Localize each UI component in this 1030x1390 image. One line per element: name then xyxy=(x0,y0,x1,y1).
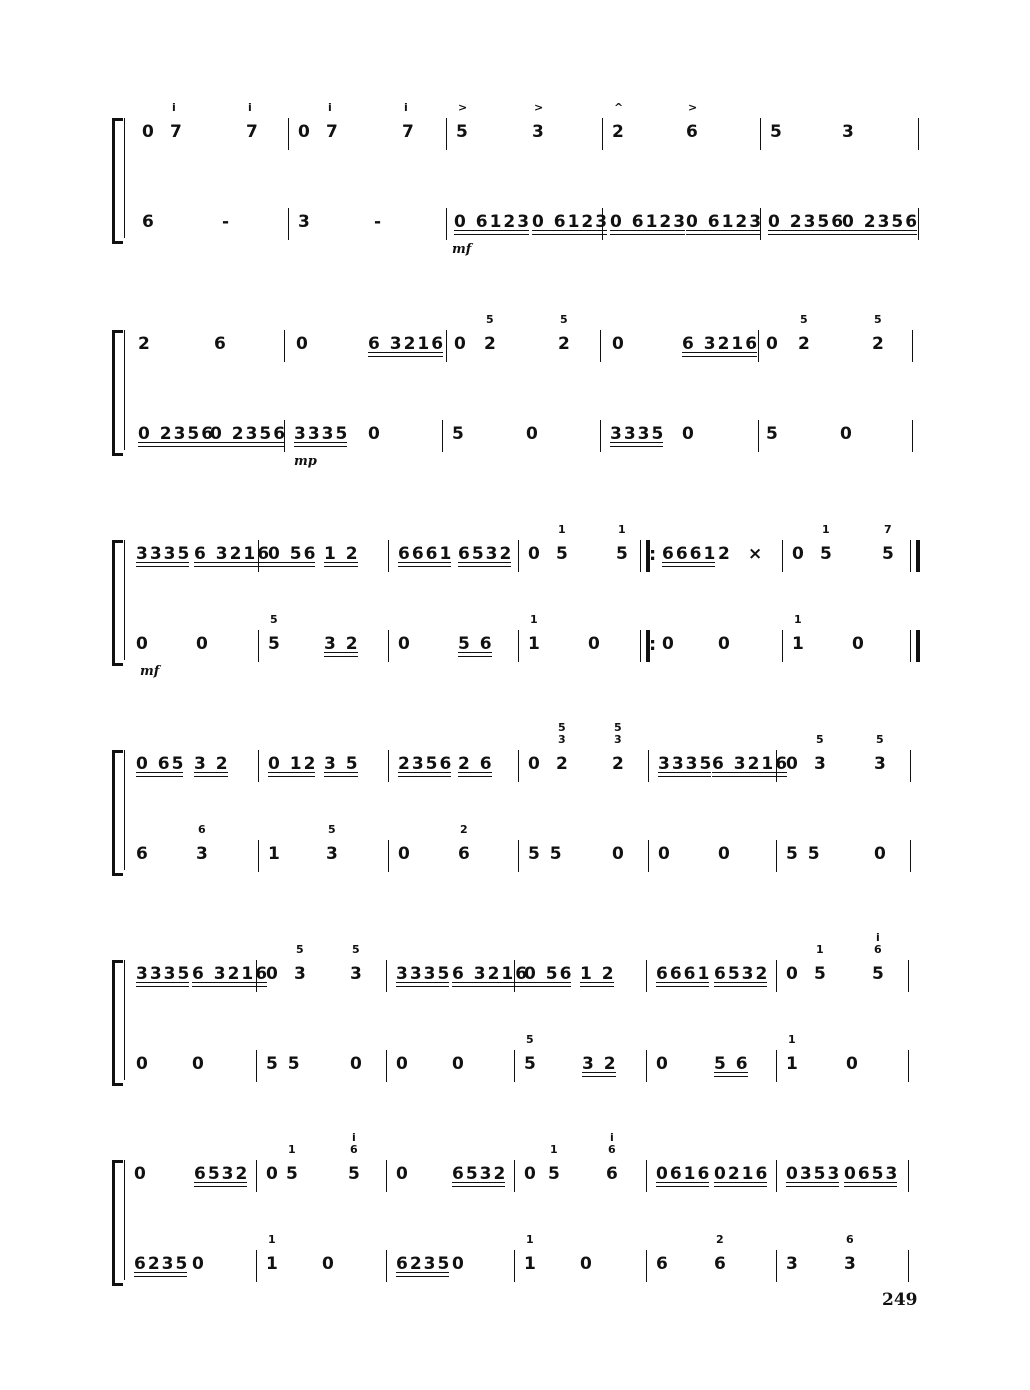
chord-upper-note: i 6 xyxy=(350,1131,358,1156)
barline xyxy=(776,840,777,872)
chord-upper-note: ^ xyxy=(614,101,624,114)
jianpu-note: 2 xyxy=(612,754,626,774)
jianpu-note: 6661 xyxy=(662,544,718,564)
jianpu-note: 3 2 xyxy=(194,754,230,774)
jianpu-note: 3335 xyxy=(136,964,192,984)
barline xyxy=(388,840,389,872)
jianpu-note: 2 xyxy=(484,334,498,354)
jianpu-note: 6532 xyxy=(714,964,770,984)
score-system xyxy=(112,523,924,679)
barline xyxy=(646,1050,647,1082)
chord-upper-note: > xyxy=(534,101,544,114)
jianpu-note: 5 5 xyxy=(528,844,564,864)
jianpu-note: 5 xyxy=(268,634,282,654)
jianpu-note: 0 xyxy=(192,1254,206,1274)
jianpu-note: 5 xyxy=(820,544,834,564)
chord-upper-note: i xyxy=(172,101,176,114)
jianpu-note: 0 xyxy=(528,754,542,774)
jianpu-note: 2 xyxy=(612,122,626,142)
barline xyxy=(646,1250,647,1282)
chord-upper-note: 5 xyxy=(876,733,884,746)
jianpu-note: 6 xyxy=(214,334,228,354)
jianpu-note: 0 xyxy=(840,424,854,444)
jianpu-note: 5 6 xyxy=(458,634,494,654)
jianpu-note: × xyxy=(748,544,765,564)
barline xyxy=(600,420,601,452)
barline xyxy=(446,118,447,150)
chord-upper-note: 1 xyxy=(530,613,538,626)
barline xyxy=(288,208,289,240)
barline xyxy=(258,750,259,782)
jianpu-note: 0 xyxy=(298,122,312,142)
chord-upper-note: 1 xyxy=(268,1233,276,1246)
jianpu-note: 0 2356 xyxy=(138,424,216,444)
barline xyxy=(646,960,647,992)
jianpu-note: 1 xyxy=(266,1254,280,1274)
chord-upper-note: 5 xyxy=(486,313,494,326)
jianpu-note: 5 xyxy=(348,1164,362,1184)
chord-upper-note: 5 xyxy=(352,943,360,956)
upper-voice-row xyxy=(112,523,924,580)
jianpu-note: 0 xyxy=(266,1164,280,1184)
barline xyxy=(602,118,603,150)
jianpu-note: 5 xyxy=(882,544,896,564)
jianpu-note: 0 xyxy=(398,844,412,864)
chord-upper-note: 6 xyxy=(846,1233,854,1246)
lower-voice-row xyxy=(112,613,924,670)
chord-upper-note: 1 xyxy=(794,613,802,626)
score-system xyxy=(112,101,924,257)
jianpu-note: 5 xyxy=(770,122,784,142)
chord-upper-note: 1 xyxy=(788,1033,796,1046)
barline xyxy=(908,960,909,992)
upper-voice-row xyxy=(112,101,924,158)
jianpu-note: 3 xyxy=(350,964,364,984)
jianpu-note: 1 xyxy=(786,1054,800,1074)
jianpu-note: 0 xyxy=(656,1054,670,1074)
jianpu-note: 5 xyxy=(548,1164,562,1184)
jianpu-note: 0 2356 xyxy=(842,212,920,232)
jianpu-note: 0 xyxy=(852,634,866,654)
chord-upper-note: 1 xyxy=(288,1143,296,1156)
upper-voice-row xyxy=(112,1131,924,1200)
barline xyxy=(776,750,777,782)
jianpu-note: 6 xyxy=(136,844,150,864)
jianpu-note: 6 xyxy=(656,1254,670,1274)
chord-upper-note: 5 xyxy=(296,943,304,956)
barline xyxy=(388,630,389,662)
barline xyxy=(918,118,919,150)
barline xyxy=(758,420,759,452)
lower-voice-row xyxy=(112,208,924,248)
page-number: 249 xyxy=(882,1290,918,1310)
chord-upper-note: i xyxy=(248,101,252,114)
chord-upper-note: 7 xyxy=(884,523,892,536)
jianpu-note: 0 xyxy=(612,334,626,354)
jianpu-note: 2356 xyxy=(398,754,454,774)
jianpu-note: 1 xyxy=(268,844,282,864)
jianpu-note: 0 xyxy=(792,544,806,564)
jianpu-note: 3 2 xyxy=(582,1054,618,1074)
chord-upper-note: 1 xyxy=(558,523,566,536)
dynamic-marking: mp xyxy=(294,454,317,469)
jianpu-note: 0616 xyxy=(656,1164,712,1184)
barline xyxy=(514,1250,515,1282)
jianpu-note: 5 5 xyxy=(786,844,822,864)
jianpu-note: 5 xyxy=(286,1164,300,1184)
barline xyxy=(388,750,389,782)
chord-upper-note: 1 xyxy=(618,523,626,536)
dynamic-marking: mf xyxy=(140,664,160,679)
barline xyxy=(776,960,777,992)
jianpu-note: 0 xyxy=(136,1054,150,1074)
jianpu-note: 0 xyxy=(396,1054,410,1074)
chord-upper-note: 5 3 xyxy=(614,721,622,746)
chord-upper-note: 5 xyxy=(560,313,568,326)
jianpu-note: 6 xyxy=(606,1164,620,1184)
jianpu-note: 0653 xyxy=(844,1164,900,1184)
chord-upper-note: i 6 xyxy=(608,1131,616,1156)
barline xyxy=(518,540,519,572)
jianpu-note: 5 xyxy=(524,1054,538,1074)
chord-upper-note: 1 xyxy=(816,943,824,956)
jianpu-note: 3 xyxy=(532,122,546,142)
jianpu-note: 2 xyxy=(872,334,886,354)
chord-upper-note: 2 xyxy=(460,823,468,836)
barline xyxy=(388,540,389,572)
lower-voice-row xyxy=(112,420,924,460)
jianpu-note: 5 xyxy=(766,424,780,444)
jianpu-note: 3 xyxy=(814,754,828,774)
jianpu-note: 3 xyxy=(298,212,312,232)
jianpu-note: 1 xyxy=(792,634,806,654)
double-barline xyxy=(910,540,920,572)
chord-upper-note: 1 xyxy=(550,1143,558,1156)
jianpu-note: 3335 xyxy=(396,964,452,984)
double-barline xyxy=(640,630,650,662)
jianpu-note: 0 xyxy=(526,424,540,444)
barline xyxy=(776,1250,777,1282)
jianpu-note: 0 56 xyxy=(524,964,574,984)
jianpu-note: 0 xyxy=(368,424,382,444)
jianpu-note: 3 xyxy=(842,122,856,142)
jianpu-note: 2 xyxy=(558,334,572,354)
barline xyxy=(256,1050,257,1082)
barline xyxy=(760,118,761,150)
barline xyxy=(256,1160,257,1192)
jianpu-note: 0216 xyxy=(714,1164,770,1184)
jianpu-note: 6 xyxy=(458,844,472,864)
jianpu-note: 0 6123 xyxy=(532,212,610,232)
jianpu-note: 0 12 xyxy=(268,754,318,774)
jianpu-note: 5 xyxy=(452,424,466,444)
jianpu-note: 0 2356 xyxy=(768,212,846,232)
barline xyxy=(600,330,601,362)
jianpu-note: 0 6123 xyxy=(686,212,764,232)
barline xyxy=(518,750,519,782)
jianpu-note: - xyxy=(222,212,232,232)
chord-upper-note: 5 xyxy=(800,313,808,326)
barline xyxy=(446,208,447,240)
jianpu-note: 0 xyxy=(524,1164,538,1184)
barline xyxy=(776,1050,777,1082)
barline xyxy=(648,750,649,782)
barline xyxy=(910,750,911,782)
chord-upper-note: 5 xyxy=(270,613,278,626)
jianpu-note: 0 56 xyxy=(268,544,318,564)
jianpu-note: 6661 xyxy=(398,544,454,564)
jianpu-note: 0 xyxy=(452,1254,466,1274)
barline xyxy=(386,1160,387,1192)
jianpu-note: 1 xyxy=(528,634,542,654)
barline xyxy=(386,960,387,992)
jianpu-note: 0 xyxy=(454,334,468,354)
jianpu-note: 7 xyxy=(246,122,260,142)
jianpu-note: 3 xyxy=(326,844,340,864)
barline xyxy=(912,330,913,362)
upper-voice-row xyxy=(112,721,924,790)
jianpu-note: 6235 xyxy=(396,1254,452,1274)
jianpu-note: 6532 xyxy=(194,1164,250,1184)
jianpu-note: 7 xyxy=(170,122,184,142)
jianpu-note: 0 xyxy=(398,634,412,654)
jianpu-note: 6 3216 xyxy=(682,334,760,354)
jianpu-note: 6532 xyxy=(452,1164,508,1184)
chord-upper-note: 5 xyxy=(874,313,882,326)
jianpu-note: 0 xyxy=(136,634,150,654)
jianpu-note: 0 xyxy=(588,634,602,654)
score-system xyxy=(112,931,924,1090)
jianpu-note: 3335 xyxy=(658,754,714,774)
jianpu-note: 3 xyxy=(844,1254,858,1274)
jianpu-note: 0 xyxy=(612,844,626,864)
jianpu-note: 7 xyxy=(326,122,340,142)
barline xyxy=(908,1050,909,1082)
barline xyxy=(288,118,289,150)
jianpu-note: 0 xyxy=(196,634,210,654)
dynamic-marking: mf xyxy=(452,242,472,257)
jianpu-note: 2 xyxy=(718,544,732,564)
barline xyxy=(256,1250,257,1282)
score-system xyxy=(112,1131,924,1290)
jianpu-note: 0 xyxy=(786,964,800,984)
jianpu-note: 2 xyxy=(798,334,812,354)
barline xyxy=(514,1160,515,1192)
jianpu-note: 5 xyxy=(616,544,630,564)
jianpu-note: 0 xyxy=(846,1054,860,1074)
jianpu-note: 0 xyxy=(662,634,676,654)
barline xyxy=(760,208,761,240)
barline xyxy=(256,960,257,992)
jianpu-note: 5 xyxy=(456,122,470,142)
barline xyxy=(918,208,919,240)
barline xyxy=(446,330,447,362)
upper-voice-row xyxy=(112,313,924,370)
jianpu-note: 0 xyxy=(658,844,672,864)
jianpu-note: 3 xyxy=(196,844,210,864)
barline xyxy=(908,1160,909,1192)
jianpu-note: 0 xyxy=(322,1254,336,1274)
jianpu-note: 6 xyxy=(714,1254,728,1274)
barline xyxy=(782,540,783,572)
barline xyxy=(518,840,519,872)
jianpu-note: 6 3216 xyxy=(368,334,446,354)
jianpu-note: 6661 xyxy=(656,964,712,984)
score-system xyxy=(112,313,924,469)
jianpu-note: 2 6 xyxy=(458,754,494,774)
chord-upper-note: 1 xyxy=(822,523,830,536)
jianpu-note: 1 2 xyxy=(324,544,360,564)
double-barline xyxy=(640,540,650,572)
barline xyxy=(782,630,783,662)
jianpu-note: 0 6123 xyxy=(610,212,688,232)
barline xyxy=(514,1050,515,1082)
jianpu-note: 0 xyxy=(718,634,732,654)
jianpu-note: 0 xyxy=(142,122,156,142)
barline xyxy=(514,960,515,992)
jianpu-note: 0 6123 xyxy=(454,212,532,232)
upper-voice-row xyxy=(112,931,924,1000)
jianpu-note: 0 xyxy=(266,964,280,984)
jianpu-note: 3335 xyxy=(610,424,666,444)
jianpu-note: 2 xyxy=(138,334,152,354)
jianpu-note: 0 xyxy=(396,1164,410,1184)
barline xyxy=(910,840,911,872)
jianpu-note: 6 3216 xyxy=(192,964,270,984)
jianpu-note: 0 xyxy=(766,334,780,354)
chord-upper-note: 5 3 xyxy=(558,721,566,746)
jianpu-note: 3335 xyxy=(136,544,192,564)
jianpu-note: 0 65 xyxy=(136,754,186,774)
barline xyxy=(442,420,443,452)
barline xyxy=(284,420,285,452)
jianpu-note: 0 2356 xyxy=(210,424,288,444)
jianpu-note: 6235 xyxy=(134,1254,190,1274)
barline xyxy=(646,1160,647,1192)
jianpu-note: 2 xyxy=(556,754,570,774)
jianpu-note: 1 2 xyxy=(580,964,616,984)
jianpu-note: 0 xyxy=(452,1054,466,1074)
chord-upper-note: > xyxy=(688,101,698,114)
jianpu-note: 6 3216 xyxy=(194,544,272,564)
jianpu-note: 0 xyxy=(580,1254,594,1274)
chord-upper-note: i xyxy=(328,101,332,114)
jianpu-note: 7 xyxy=(402,122,416,142)
chord-upper-note: 5 xyxy=(526,1033,534,1046)
jianpu-note: 0 xyxy=(296,334,310,354)
chord-upper-note: > xyxy=(458,101,468,114)
chord-upper-note: 5 xyxy=(816,733,824,746)
barline xyxy=(258,840,259,872)
barline xyxy=(648,840,649,872)
jianpu-note: 5 5 xyxy=(266,1054,302,1074)
barline xyxy=(386,1250,387,1282)
barline xyxy=(258,540,259,572)
barline xyxy=(602,208,603,240)
jianpu-note: 3 xyxy=(786,1254,800,1274)
chord-upper-note: 1 xyxy=(526,1233,534,1246)
barline xyxy=(258,630,259,662)
jianpu-note: 3 5 xyxy=(324,754,360,774)
jianpu-note: 5 xyxy=(872,964,886,984)
barline xyxy=(908,1250,909,1282)
chord-upper-note: 6 xyxy=(198,823,206,836)
score-system xyxy=(112,721,924,880)
jianpu-note: 0 xyxy=(350,1054,364,1074)
jianpu-note: 0 xyxy=(192,1054,206,1074)
jianpu-note: - xyxy=(374,212,384,232)
barline xyxy=(386,1050,387,1082)
jianpu-note: 0 xyxy=(874,844,888,864)
barline xyxy=(284,330,285,362)
double-barline xyxy=(910,630,920,662)
jianpu-note: 3 xyxy=(294,964,308,984)
jianpu-note: 0 xyxy=(682,424,696,444)
jianpu-note: 0 xyxy=(786,754,800,774)
lower-voice-row xyxy=(112,1033,924,1090)
jianpu-note: 0 xyxy=(134,1164,148,1184)
jianpu-note: 3 2 xyxy=(324,634,360,654)
lower-voice-row xyxy=(112,1233,924,1290)
chord-upper-note: i xyxy=(404,101,408,114)
jianpu-note: 0353 xyxy=(786,1164,842,1184)
jianpu-note: 0 xyxy=(718,844,732,864)
jianpu-note: 6 3216 xyxy=(712,754,790,774)
jianpu-note: 5 xyxy=(556,544,570,564)
jianpu-note: 3 xyxy=(874,754,888,774)
barline xyxy=(758,330,759,362)
chord-upper-note: 2 xyxy=(716,1233,724,1246)
chord-upper-note: i 6 xyxy=(874,931,882,956)
barline xyxy=(518,630,519,662)
jianpu-note: 3335 xyxy=(294,424,350,444)
jianpu-note: 6532 xyxy=(458,544,514,564)
jianpu-note: 0 xyxy=(528,544,542,564)
chord-upper-note: 5 xyxy=(328,823,336,836)
jianpu-note: 5 xyxy=(814,964,828,984)
jianpu-note: 6 xyxy=(686,122,700,142)
jianpu-note: 6 xyxy=(142,212,156,232)
lower-voice-row xyxy=(112,823,924,880)
jianpu-note: 5 6 xyxy=(714,1054,750,1074)
barline xyxy=(912,420,913,452)
barline xyxy=(776,1160,777,1192)
jianpu-note: 1 xyxy=(524,1254,538,1274)
jianpu-note: 6 3216 xyxy=(452,964,530,984)
